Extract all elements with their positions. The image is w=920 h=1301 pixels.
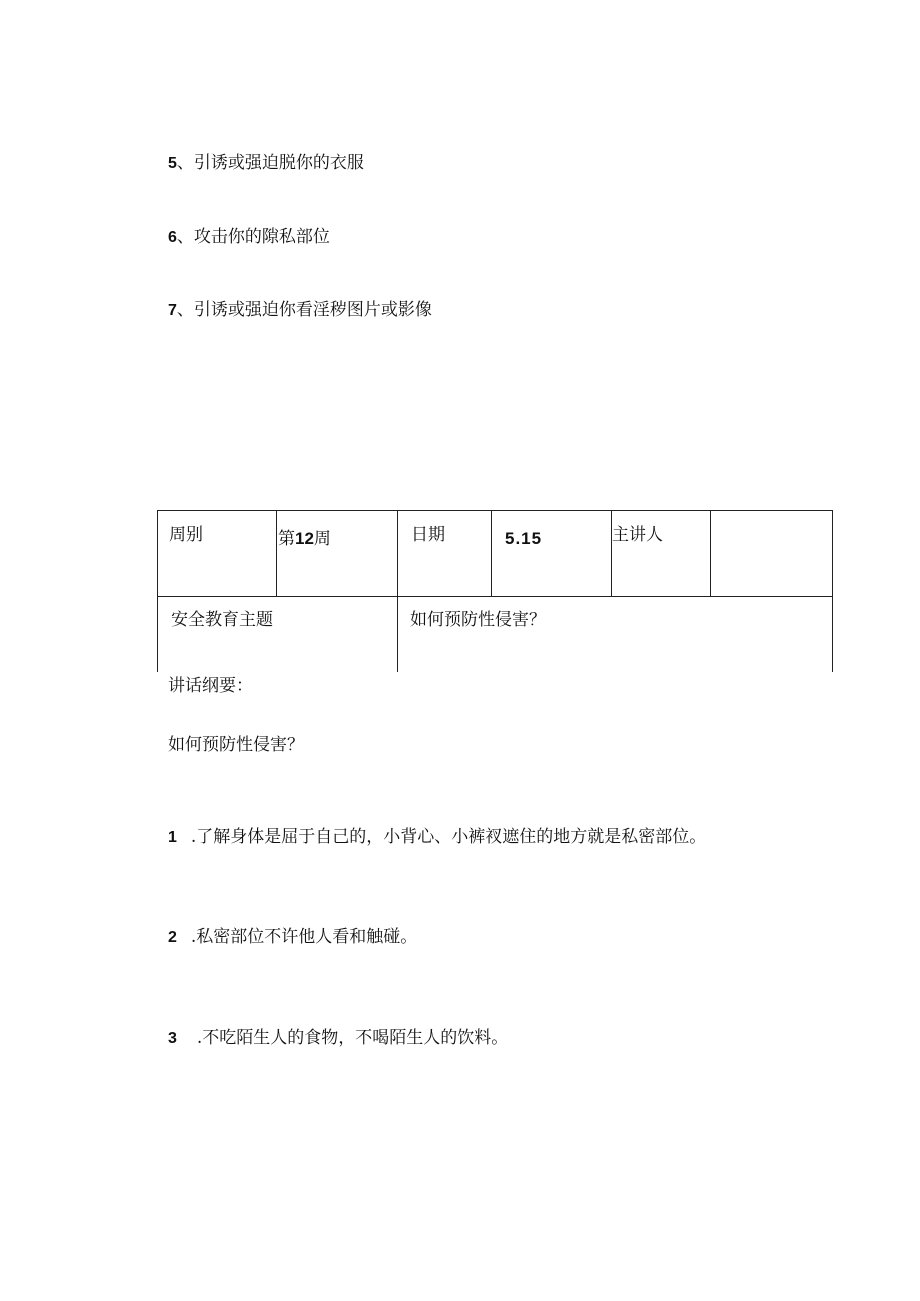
table-divider	[276, 510, 277, 596]
list-number: 5	[168, 155, 177, 172]
table-border-left	[157, 510, 158, 672]
topic-label: 安全教育主题	[171, 610, 273, 630]
table-divider	[491, 510, 492, 596]
point-text: .私密部位不许他人看和触碰。	[190, 927, 418, 947]
list-text: 、引诱或强迫你看淫秽图片或影像	[176, 300, 432, 320]
list-item-5	[168, 151, 364, 176]
point-number: 2	[168, 929, 177, 946]
table-border-middle	[157, 596, 833, 597]
table-divider	[397, 510, 398, 672]
speaker-label: 主讲人	[612, 525, 663, 545]
lesson-info-table	[157, 510, 833, 672]
list-text: 、引诱或强迫脱你的衣服	[176, 153, 364, 173]
topic-value: 如何预防性侵害？	[410, 610, 546, 630]
week-value: 第12周	[278, 529, 331, 549]
list-text: 、攻击你的隙私部位	[176, 227, 330, 247]
date-label: 日期	[411, 525, 445, 545]
outline-title: 如何预防性侵害？	[168, 735, 304, 755]
point-item-2	[168, 925, 417, 950]
point-text: .了解身体是屈于自己的，小背心、小裤衩遮住的地方就是私密部位。	[190, 827, 707, 847]
point-text: .不吃陌生人的食物，不喝陌生人的饮料。	[196, 1028, 509, 1048]
point-number: 1	[168, 829, 177, 846]
week-label: 周别	[169, 525, 203, 545]
table-border-right	[832, 510, 833, 672]
date-value: 5.15	[505, 529, 543, 548]
table-border-top	[157, 510, 833, 511]
point-item-1	[168, 825, 706, 850]
list-number: 7	[168, 302, 177, 319]
point-number: 3	[168, 1030, 177, 1047]
list-item-6	[168, 225, 330, 250]
list-number: 6	[168, 229, 177, 246]
outline-label: 讲话纲要：	[168, 676, 253, 696]
point-item-3	[168, 1026, 508, 1051]
table-divider	[710, 510, 711, 596]
list-item-7	[168, 298, 432, 323]
